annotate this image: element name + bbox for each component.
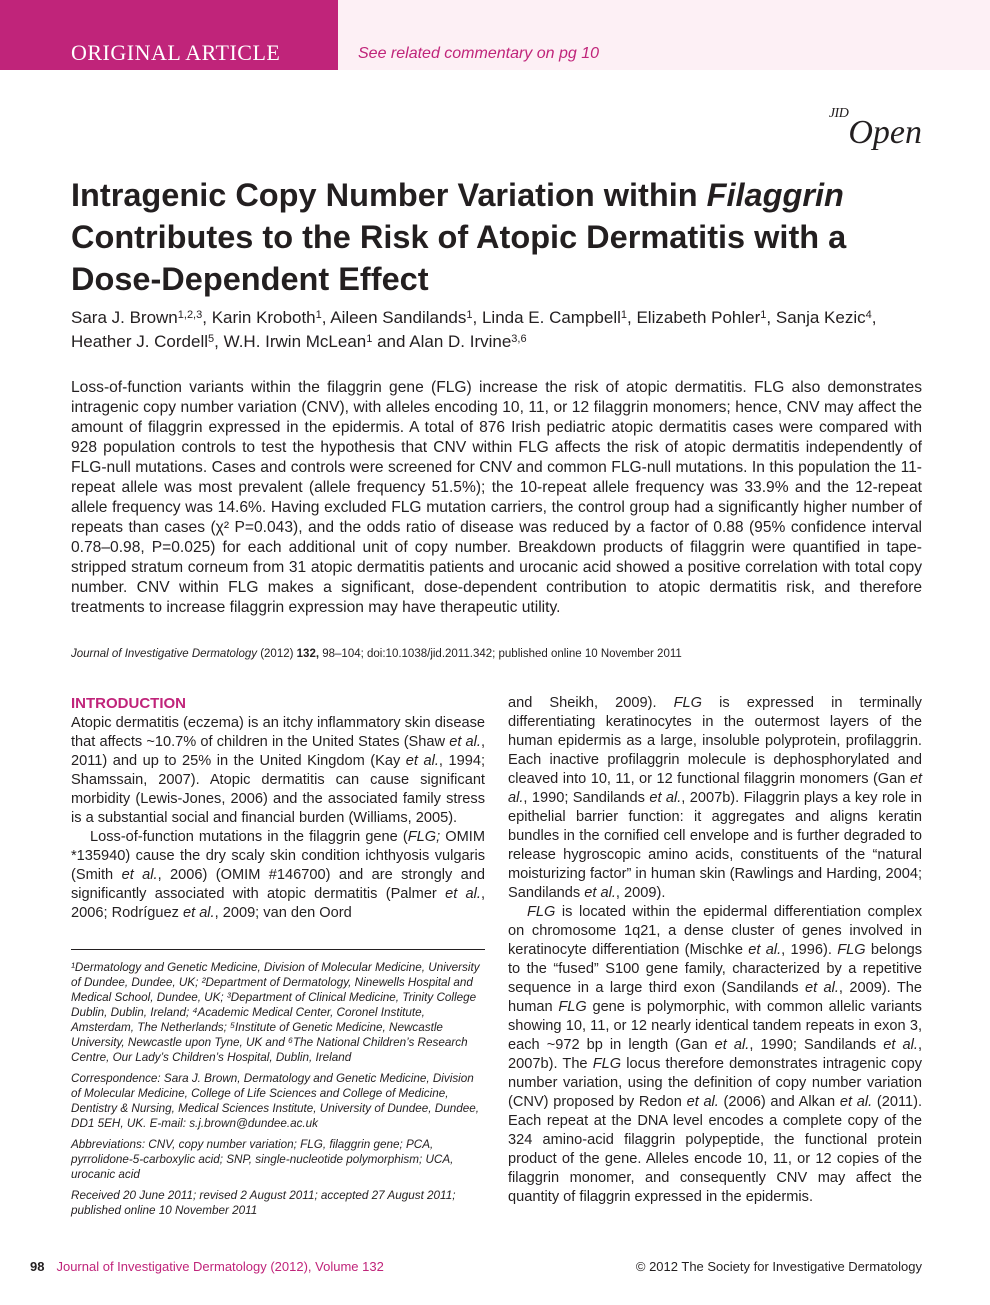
author: Sanja Kezic$^4$: [775, 308, 872, 327]
author: W.H. Irwin McLean$^1$: [223, 332, 373, 351]
body-column-left: [71, 694, 485, 923]
page-number: 98: [30, 1259, 45, 1274]
related-commentary-link[interactable]: See related commentary on pg 10: [358, 45, 600, 62]
affiliations-note: ¹Dermatology and Genetic Medicine, Division of Molecular Medicine, University of Dundee, Dundee, UK; ²Department of Dermatology, Ninewells Hospital and Medical School, Dundee, UK; ³Department of Clinical Medicine, Trinity College Dublin, Dublin, Ireland; ⁴Academic Medical Center, Coronel Institute, Amsterdam, The Netherlands; ⁵Institute of Genetic Medicine, Newcastle University, Newcastle upon Tyne, UK and ⁶The National Children’s Research Centre, Our Lady’s Children’s Hospital, Dublin, Ireland: [71, 961, 480, 1064]
footer-journal: Journal of Investigative Dermatology (2012), Volume 132: [56, 1259, 384, 1274]
author: Heather J. Cordell$^5$: [71, 332, 215, 351]
author: Karin Kroboth$^1$: [211, 308, 322, 327]
abstract: Loss-of-function variants within the filaggrin gene (FLG) increase the risk of atopic dermatitis. FLG also demonstrates intragenic copy number variation (CNV), with alleles encoding 10, 11, or 12 filaggrin monomers; hence, CNV may affect the amount of filaggrin expressed in the epidermis. A total of 876 Irish pediatric atopic dermatitis cases were compared with 928 population controls to test the hypothesis that CNV within FLG affects the risk of atopic dermatitis independently of FLG-null mutations. Cases and controls were screened for CNV and common FLG-null mutations. In this population the 11-repeat allele was most prevalent (allele frequency 51.5%); the 10-repeat allele frequency was 33.9% and the 12-repeat allele frequency was 14.6%. Having excluded FLG mutation carriers, the control group had a significantly higher number of repeats than cases (χ² P=0.043), and the odds ratio of disease was reduced by a factor of 0.88 (95% confidence interval 0.78–0.98, P=0.025) for each additional unit of copy number. Breakdown products of filaggrin were quantified in tape-stripped stratum corneum from 31 atopic dermatitis patients and urocanic acid showed a positive correlation with total copy number. CNV within FLG makes a significant, dose-dependent contribution to atopic dermatitis risk, and therefore treatments to increase filaggrin expression may have therapeutic utility.: [71, 379, 922, 616]
section-label: ORIGINAL ARTICLE: [71, 40, 281, 65]
body-paragraph: FLG is located within the epidermal differentiation complex on chromosome 1q21, a dense cluster of genes involved in keratinocyte differentiation (Mischke et al., 1996). FLG belongs to the “fused” S100 gene family, characterized by a repetitive sequence in a large third exon (Sandilands et al., 2009). The human FLG gene is polymorphic, with common allelic variants showing 10, 11, or 12 nearly identical tandem repeats in exon 3, each ~972 bp in length (Gan et al., 1990; Sandilands et al., 2007b). The FLG locus therefore demonstrates intragenic copy number variation, using the definition of copy number variation (CNV) proposed by Redon et al. (2006) and Alkan et al. (2011). Each repeat at the DNA level encodes a complete copy of the 324 amino-acid filaggrin polypeptide, the functional protein product of the gene. Alleles encode 10, 11, or 12 copies of the filaggrin monomer, and consequently CNV may affect the quantity of filaggrin expressed in the epidermis.: [508, 904, 923, 1205]
received-note: Received 20 June 2011; revised 2 August 2011; accepted 27 August 2011; published online 10 November 2011: [71, 1189, 456, 1217]
footer-left: [30, 1259, 384, 1274]
body-column-right: [508, 694, 922, 1207]
title-italic: Filaggrin: [706, 177, 844, 213]
badge-label: Open: [848, 114, 922, 151]
author: Aileen Sandilands$^1$: [330, 308, 473, 327]
title-part-2: Contributes to the Risk of Atopic Dermatitis with a Dose-Dependent Effect: [71, 219, 847, 297]
badge-prefix: JID: [828, 105, 849, 121]
footnote-divider: [71, 949, 485, 950]
section-heading: INTRODUCTION: [71, 695, 186, 712]
footnotes: [71, 960, 485, 1224]
section-tag: [0, 0, 338, 70]
copyright: © 2012 The Society for Investigative Dermatology: [635, 1259, 922, 1274]
article-title: [71, 174, 921, 300]
body-paragraph: Atopic dermatitis (eczema) is an itchy inflammatory skin disease that affects ~10.7% of children in the United States (Shaw et al., 2011) and up to 25% in the United Kingdom (Kay et al., 1994; Shamssain, 2007). Atopic dermatitis can cause significant morbidity (Lewis-Jones, 2006) and the associated family stress is a substantial social and financial burden (Williams, 2005).: [71, 715, 485, 826]
citation-line: Journal of Investigative Dermatology (2012) 132, 98–104; doi:10.1038/jid.2011.342; published online 10 November 2011: [71, 648, 682, 660]
author: Sara J. Brown$^{1,2,3}$: [71, 308, 203, 327]
author-list: Sara J. Brown$^{1,2,3}$, Karin Kroboth$^1$, Aileen Sandilands$^1$, Linda E. Campbell$^1$, Elizabeth Pohler$^1$, Sanja Kezic$^4$, Heather J. Cordell$^5$, W.H. Irwin McLean$^1$ and Alan D. Irvine$^{3,6}$: [71, 308, 877, 351]
correspondence-note: Correspondence: Sara J. Brown, Dermatology and Genetic Medicine, Division of Molecular Medicine, College of Life Sciences and College of Medicine, Dentistry & Nursing, Medical Sciences Institute, University of Dundee, Dundee, DD1 5EH, UK. E-mail: s.j.brown@dundee.ac.uk: [71, 1072, 479, 1130]
body-paragraph: Loss-of-function mutations in the filaggrin gene (FLG; OMIM *135940) cause the dry scaly skin condition ichthyosis vulgaris (Smith et al., 2006) (OMIM #146700) and are strongly and significantly associated with atopic dermatitis (Palmer et al., 2006; Rodríguez et al., 2009; van den Oord: [71, 829, 485, 921]
author: Alan D. Irvine$^{3,6}$: [409, 332, 527, 351]
abbreviations-note: Abbreviations: CNV, copy number variation; FLG, filaggrin gene; PCA, pyrrolidone-5-carboxylic acid; SNP, single-nucleotide polymorphism; UCA, urocanic acid: [71, 1138, 454, 1181]
jid-open-badge: [828, 105, 922, 152]
body-paragraph: and Sheikh, 2009). FLG is expressed in terminally differentiating keratinocytes in the outermost layers of the human epidermis as a large, insoluble polyprotein, profilaggrin. Each inactive profilaggrin molecule is dephosphorylated and cleaved into 10, 11, or 12 functional filaggrin monomers (Gan et al., 1990; Sandilands et al., 2007b). Filaggrin plays a key role in epithelial barrier function: it aggregates and aligns keratin bundles in the cornified cell envelope and is further degraded to release hygroscopic amino acids, constituents of the “natural moisturizing factor” in human skin (Rawlings and Harding, 2004; Sandilands et al., 2009).: [508, 695, 923, 901]
title-part-1: Intragenic Copy Number Variation within: [71, 177, 707, 213]
author: Linda E. Campbell$^1$: [481, 308, 628, 327]
author: Elizabeth Pohler$^1$: [636, 308, 767, 327]
